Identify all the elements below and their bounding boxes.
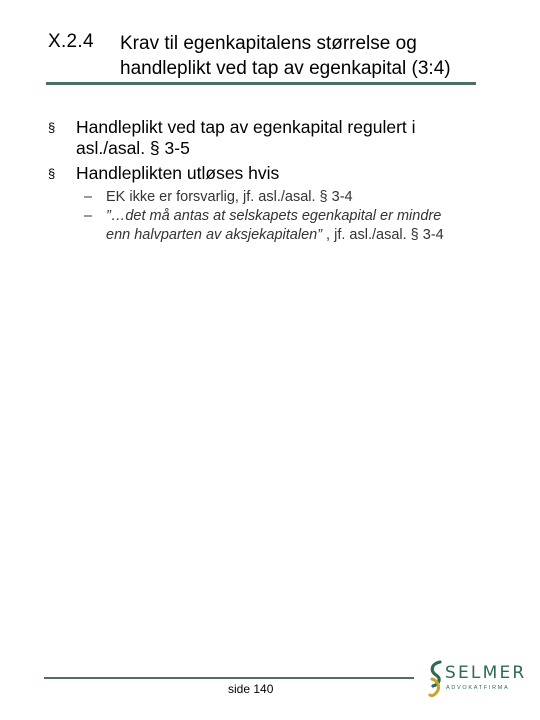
sub-bullet-quote: enn halvparten av aksjekapitalen” — [106, 227, 323, 243]
title-divider — [46, 82, 476, 85]
bullet-text: Handleplikt ved tap av egenkapital regulert i — [76, 117, 416, 137]
bullet-item — [48, 117, 498, 159]
selmer-logo-icon — [427, 659, 445, 699]
sub-bullet-list — [84, 188, 498, 245]
slide-title — [120, 31, 520, 81]
bullet-text: Handleplikten utløses hvis — [76, 163, 280, 183]
sub-bullet-text — [106, 226, 498, 245]
bullet-marker: § — [48, 120, 56, 135]
section-number: X.2.4 — [48, 31, 94, 52]
slide-title-line: handleplikt ved tap av egenkapital (3:4) — [120, 58, 451, 79]
sub-bullet-dash: – — [84, 189, 93, 205]
bullet-text: asl./asal. § 3-5 — [76, 138, 190, 158]
footer-divider — [44, 677, 414, 679]
sub-bullet-dash: – — [84, 208, 93, 224]
logo-swirl-gold — [430, 679, 439, 696]
bullet-list — [48, 117, 498, 245]
logo-subtext: ADVOKATFIRMA — [446, 685, 510, 691]
bullet-item — [48, 163, 498, 184]
sub-bullet-quote: ”…det må antas at selskapets egenkapital er mindre — [106, 208, 442, 224]
page-number: side 140 — [228, 682, 274, 696]
logo-wordmark: SELMER — [445, 663, 527, 683]
bullet-marker: § — [48, 166, 56, 181]
sub-bullet-item — [84, 207, 498, 245]
selmer-logo — [427, 659, 527, 699]
sub-bullet-item — [84, 188, 498, 207]
sub-bullet-reference: , jf. asl./asal. § 3-4 — [322, 227, 444, 243]
sub-bullet-text: EK ikke er forsvarlig, jf. asl./asal. § 3-4 — [106, 189, 353, 205]
slide-title-line: Krav til egenkapitalens størrelse og — [120, 33, 417, 54]
